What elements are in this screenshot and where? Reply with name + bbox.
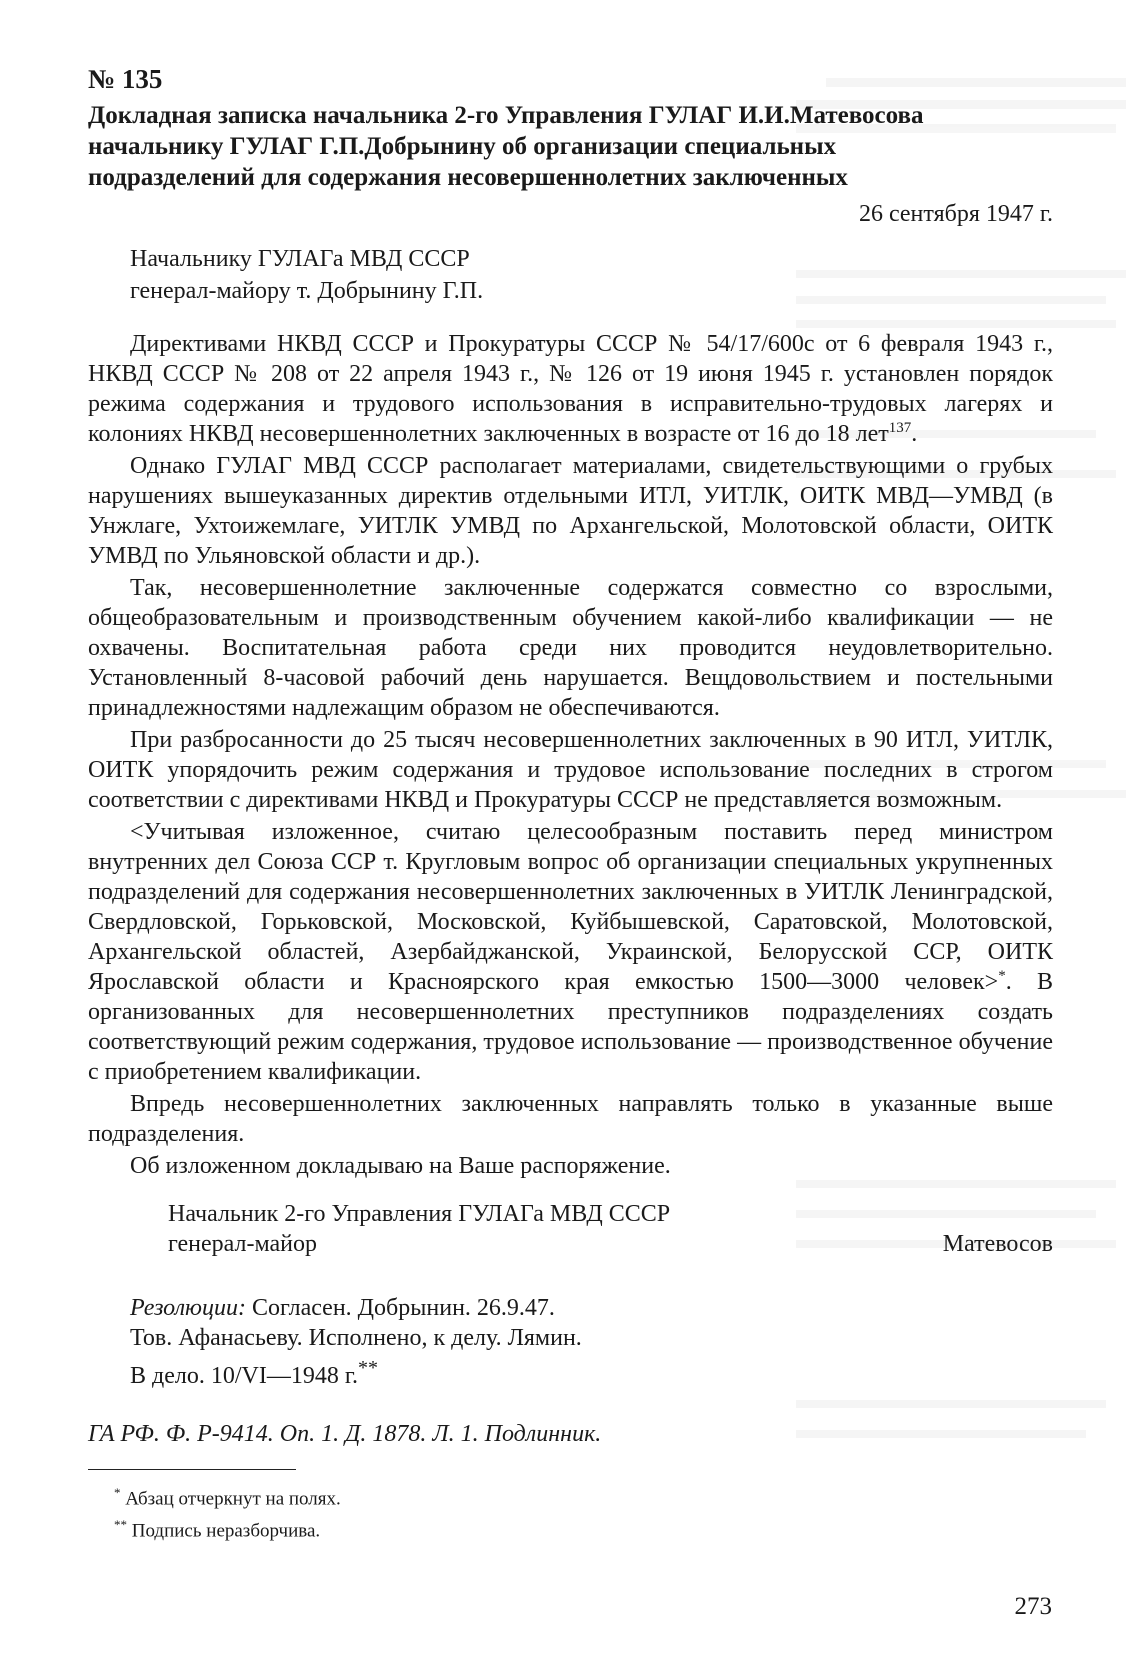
document-body	[88, 329, 1053, 1181]
paragraph-end: .	[911, 421, 918, 447]
paragraph-text: <Учитывая изложенное, считаю целесообразным поставить перед министром внутренних дел Союза ССР т. Кругловым вопрос об организации специальных укрупненных подразделений для содержания несовершеннолетних заключенных в УИТЛК Ленинградской, Свердловской, Горьковской, Московской, Куйбышевской, Саратовской, Молотовской, Архангельской областей, Азербайджанской, Украинской, Белорусской ССР, ОИТК Ярославской области и Красноярского края емкостью 1500—3000 человек>	[88, 819, 1053, 995]
page-number: 273	[1014, 1593, 1052, 1620]
resolutions-label: Резолюции:	[130, 1295, 246, 1321]
signatory-rank: генерал-майор	[168, 1231, 318, 1257]
addressee-line: генерал-майору т. Добрынину Г.П.	[130, 278, 484, 304]
signatory-position: Начальник 2-го Управления ГУЛАГа МВД СССР	[168, 1201, 671, 1227]
addressee-block	[130, 243, 1053, 307]
resolution-text: Согласен. Добрынин. 26.9.47.	[245, 1295, 555, 1321]
body-paragraph: Об изложенном докладываю на Ваше распоряжение.	[130, 1153, 671, 1179]
footnote-mark: *	[114, 1485, 121, 1500]
body-paragraph: Так, несовершеннолетние заключенные содержатся совместно со взрослыми, общеобразовательным и производственным обучением какой-либо квалификации — не охвачены. Воспитательная работа среди них проводится неудовлетворительно. Установленный 8-часовой рабочий день нарушается. Вещдовольствием и постельными принадлежностями надлежащим образом не обеспечиваются.	[88, 575, 1053, 721]
body-paragraph	[88, 329, 1053, 449]
addressee-line: Начальнику ГУЛАГа МВД СССР	[130, 246, 470, 272]
signature-block	[88, 1199, 1053, 1259]
document-title: Докладная записка начальника 2-го Управления ГУЛАГ И.И.Матевосова начальнику ГУЛАГ Г.П.Добрынину об организации специальных подразделений для содержания несовершеннолетних заключенных	[88, 102, 924, 191]
resolutions-block	[130, 1293, 1053, 1391]
footnote	[114, 1480, 1053, 1512]
footnote-text: Подпись неразборчива.	[131, 1520, 321, 1542]
footnote-marker: *	[998, 968, 1006, 984]
paragraph-text: Директивами НКВД СССР и Прокуратуры СССР № 54/17/600с от 6 февраля 1943 г., НКВД СССР № 208 от 22 апреля 1943 г., № 126 от 19 июня 1945 г. установлен порядок режима содержания и трудового использования в исправительно-трудовых лагерях и колониях НКВД несовершеннолетних заключенных в возрасте от 16 до 18 лет	[88, 331, 1053, 447]
paragraph-text: . В организованных для несовершеннолетних преступников подразделениях создать соответствующий режим содержания, трудовое использование — производственное обучение с приобретением квалификации.	[88, 969, 1053, 1085]
document-date: 26 сентября 1947 г.	[858, 201, 1053, 227]
document-number: № 135	[88, 64, 163, 94]
resolution-text: В дело. 10/VI—1948 г.	[130, 1363, 358, 1389]
footnote-marker: **	[357, 1357, 378, 1379]
footnotes	[114, 1480, 1053, 1545]
resolution-line	[130, 1353, 1053, 1391]
reference-marker: 137	[888, 420, 912, 436]
resolution-line: Тов. Афанасьеву. Исполнено, к делу. Лямин.	[130, 1325, 582, 1351]
footnote	[114, 1512, 1053, 1544]
archive-source: ГА РФ. Ф. Р-9414. Оп. 1. Д. 1878. Л. 1. Подлинник.	[88, 1421, 602, 1447]
body-paragraph: При разбросанности до 25 тысяч несовершеннолетних заключенных в 90 ИТЛ, УИТЛК, ОИТК упорядочить режим содержания и трудовое использование последних в строгом соответствии с директивами НКВД и Прокуратуры СССР не представляется возможным.	[88, 727, 1053, 813]
body-paragraph	[88, 817, 1053, 1087]
signatory-name: Матевосов	[942, 1231, 1053, 1257]
body-paragraph: Однако ГУЛАГ МВД СССР располагает материалами, свидетельствующими о грубых нарушениях вышеуказанных директив отдельными ИТЛ, УИТЛК, ОИТК МВД—УМВД (в Унжлаге, Ухтоижемлаге, УИТЛК УМВД по Архангельской, Молотовской области, ОИТК УМВД по Ульяновской области и др.).	[88, 453, 1053, 569]
document-page	[88, 62, 1053, 1545]
footnote-divider	[88, 1469, 296, 1470]
resolution-line	[130, 1293, 1053, 1323]
footnote-text: Абзац отчеркнут на полях.	[125, 1488, 341, 1510]
footnote-mark: **	[114, 1517, 127, 1533]
body-paragraph: Впредь несовершеннолетних заключенных направлять только в указанные выше подразделения.	[88, 1091, 1053, 1147]
